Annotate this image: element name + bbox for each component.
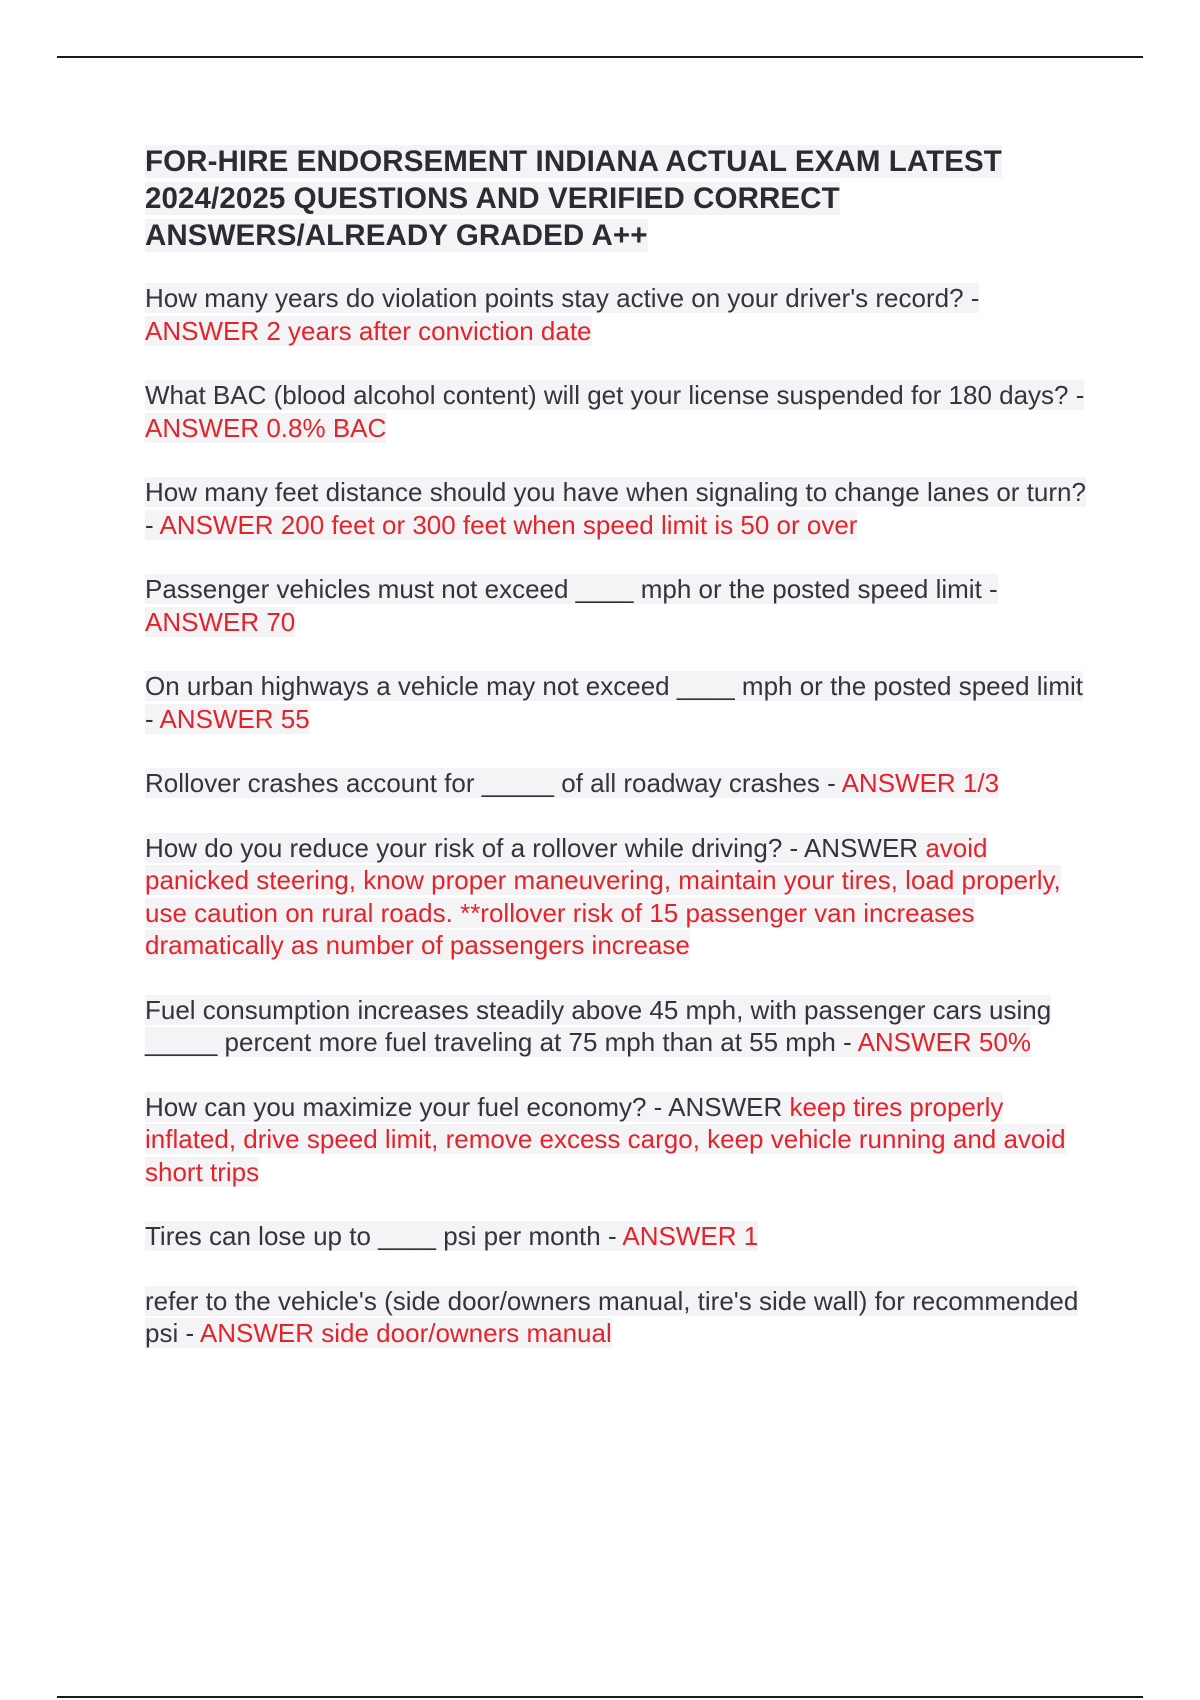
question-text: How many feet distance should you have when signaling to change lanes or turn? - xyxy=(145,477,1086,540)
answer-text: ANSWER 50% xyxy=(857,1027,1031,1057)
question-text: How many years do violation points stay active on your driver's record? - xyxy=(145,283,980,313)
qa-item xyxy=(145,573,1095,638)
question-text: refer to the vehicle's (side door/owners manual, tire's side wall) for recommended psi - xyxy=(145,1285,1079,1348)
document-title-text: FOR-HIRE ENDORSEMENT INDIANA ACTUAL EXAM LATEST 2024/2025 QUESTIONS AND VERIFIED CORRECT ANSWERS/ALREADY GRADED A++ xyxy=(145,145,1002,252)
qa-item xyxy=(145,1091,1095,1189)
qa-item xyxy=(145,994,1095,1059)
qa-item xyxy=(145,832,1095,962)
answer-text: ANSWER 1/3 xyxy=(841,768,1000,798)
answer-text: ANSWER side door/owners manual xyxy=(199,1318,612,1348)
question-text: Rollover crashes account for _____ of all roadway crashes - xyxy=(145,768,842,798)
question-text: What BAC (blood alcohol content) will get your license suspended for 180 days? - xyxy=(145,380,1085,410)
qa-item xyxy=(145,767,1095,800)
qa-item xyxy=(145,670,1095,735)
qa-item xyxy=(145,282,1095,347)
qa-item xyxy=(145,379,1095,444)
qa-item xyxy=(145,1285,1095,1350)
answer-text: ANSWER 200 feet or 300 feet when speed limit is 50 or over xyxy=(159,509,858,540)
question-text: How can you maximize your fuel economy? - xyxy=(145,1091,669,1122)
answer-marker: ANSWER xyxy=(668,1091,790,1122)
qa-item xyxy=(145,1220,1095,1253)
answer-text: ANSWER 70 xyxy=(145,606,296,637)
answer-text: keep tires properly inflated, drive speed limit, remove excess cargo, keep vehicle running and avoid short trips xyxy=(145,1091,1066,1187)
answer-marker: ANSWER xyxy=(803,832,926,863)
question-text: Tires can lose up to ____ psi per month - xyxy=(145,1221,623,1251)
document-body xyxy=(145,143,1095,1382)
top-rule xyxy=(57,56,1143,58)
question-text: On urban highways a vehicle may not exceed ____ mph or the posted speed limit - xyxy=(145,671,1083,734)
answer-text: avoid panicked steering, know proper maneuvering, maintain your tires, load properly, use caution on rural roads. **rollover risk of 15 passenger van increases dramatically as number of passengers increase xyxy=(145,832,1061,960)
bottom-rule xyxy=(57,1696,1143,1698)
answer-text: ANSWER 0.8% BAC xyxy=(145,412,387,443)
question-text: Passenger vehicles must not exceed ____ mph or the posted speed limit - xyxy=(145,574,998,604)
qa-item xyxy=(145,476,1095,541)
question-text: How do you reduce your risk of a rollover while driving? - xyxy=(145,832,804,863)
document-title xyxy=(145,143,1095,254)
answer-text: ANSWER 55 xyxy=(159,703,310,734)
answer-text: ANSWER 1 xyxy=(622,1221,759,1251)
question-text: Fuel consumption increases steadily above 45 mph, with passenger cars using _____ percent more fuel traveling at 75 mph than at 55 mph - xyxy=(145,994,1052,1057)
answer-text: ANSWER 2 years after conviction date xyxy=(145,315,592,346)
